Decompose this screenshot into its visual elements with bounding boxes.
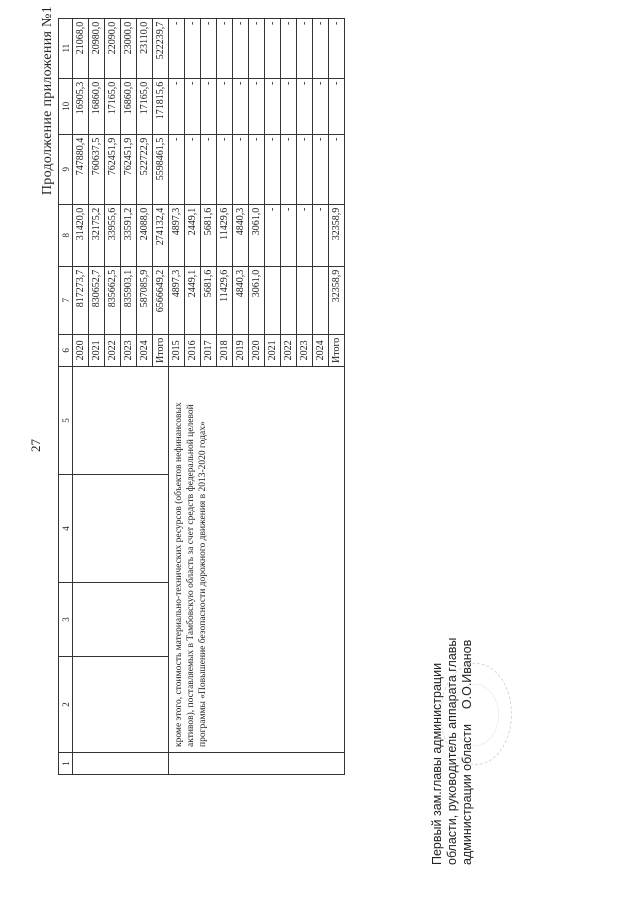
year-cell: 2020 — [73, 334, 89, 366]
year-cell: 2015 — [169, 334, 185, 366]
value-cell-c10: 16905,3 — [73, 78, 89, 134]
value-cell-c7: 817273,7 — [73, 266, 89, 334]
value-cell-c11: - — [265, 18, 281, 78]
value-cell-c10: 16860,0 — [121, 78, 137, 134]
year-cell: 2023 — [121, 334, 137, 366]
value-cell-c7: 11429,6 — [217, 266, 233, 334]
value-cell-c9: - — [185, 134, 201, 204]
value-cell-c11: - — [329, 18, 345, 78]
column-number-8: 8 — [59, 204, 73, 266]
value-cell-c11: 23110,0 — [137, 18, 153, 78]
value-cell-c8: 33591,2 — [121, 204, 137, 266]
budget-table — [58, 18, 345, 775]
value-cell-c7 — [297, 266, 313, 334]
year-cell: 2021 — [89, 334, 105, 366]
value-cell-c11: 22090,0 — [105, 18, 121, 78]
page-number: 27 — [28, 439, 43, 452]
value-cell-c10: 17165,0 — [137, 78, 153, 134]
empty-cell-col-1 — [169, 753, 345, 775]
value-cell-c10: - — [217, 78, 233, 134]
table-body — [73, 18, 345, 774]
value-cell-c8: 11429,6 — [217, 204, 233, 266]
value-cell-c7: 4840,3 — [233, 266, 249, 334]
column-number-6: 6 — [59, 334, 73, 366]
signature-line-3-text: администрации области — [460, 724, 474, 865]
value-cell-c10: - — [281, 78, 297, 134]
value-cell-c11: - — [313, 18, 329, 78]
empty-cell-col-2 — [73, 657, 169, 753]
value-cell-c8: 5681,6 — [201, 204, 217, 266]
value-cell-c8: 4897,3 — [169, 204, 185, 266]
value-cell-c9: - — [217, 134, 233, 204]
column-number-3: 3 — [59, 583, 73, 657]
signature-block — [430, 638, 475, 865]
value-cell-c10: - — [233, 78, 249, 134]
value-cell-c9: - — [169, 134, 185, 204]
value-cell-c8: 32358,9 — [329, 204, 345, 266]
value-cell-c7: 3061,0 — [249, 266, 265, 334]
value-cell-c9: 762451,9 — [121, 134, 137, 204]
value-cell-c11: - — [185, 18, 201, 78]
value-cell-c9: - — [281, 134, 297, 204]
value-cell-c7: 5681,6 — [201, 266, 217, 334]
year-cell: 2019 — [233, 334, 249, 366]
value-cell-c10: 171815,6 — [153, 78, 169, 134]
value-cell-c10: 17165,0 — [105, 78, 121, 134]
value-cell-c9: 747880,4 — [73, 134, 89, 204]
value-cell-c9: - — [265, 134, 281, 204]
value-cell-c9: - — [201, 134, 217, 204]
value-cell-c9: 522722,9 — [137, 134, 153, 204]
year-cell: 2016 — [185, 334, 201, 366]
appendix-title: Продолжение приложения №1 — [40, 6, 55, 196]
value-cell-c11: 21068,0 — [73, 18, 89, 78]
value-cell-c9: - — [313, 134, 329, 204]
column-number-2: 2 — [59, 657, 73, 753]
value-cell-c7: 6566649,2 — [153, 266, 169, 334]
year-cell: Итого — [153, 334, 169, 366]
value-cell-c8: 274132,4 — [153, 204, 169, 266]
value-cell-c7 — [281, 266, 297, 334]
value-cell-c8: 2449,1 — [185, 204, 201, 266]
year-cell: 2024 — [137, 334, 153, 366]
value-cell-c11: - — [281, 18, 297, 78]
value-cell-c11: 20980,0 — [89, 18, 105, 78]
value-cell-c9: 5598461,5 — [153, 134, 169, 204]
value-cell-c7: 835903,1 — [121, 266, 137, 334]
empty-cell-col-5 — [73, 367, 169, 475]
value-cell-c8: - — [313, 204, 329, 266]
value-cell-c8: 4840,3 — [233, 204, 249, 266]
value-cell-c10: - — [249, 78, 265, 134]
value-cell-c7: 4897,3 — [169, 266, 185, 334]
value-cell-c7: 835662,5 — [105, 266, 121, 334]
column-number-4: 4 — [59, 475, 73, 583]
value-cell-c10: - — [201, 78, 217, 134]
header-row — [59, 18, 73, 774]
year-cell: 2024 — [313, 334, 329, 366]
empty-cell-col-3 — [73, 583, 169, 657]
column-number-11: 11 — [59, 18, 73, 78]
value-cell-c9: - — [249, 134, 265, 204]
value-cell-c7: 587085,9 — [137, 266, 153, 334]
value-cell-c10: - — [169, 78, 185, 134]
value-cell-c7 — [265, 266, 281, 334]
year-cell: 2021 — [265, 334, 281, 366]
column-number-10: 10 — [59, 78, 73, 134]
value-cell-c10: - — [329, 78, 345, 134]
value-cell-c9: - — [297, 134, 313, 204]
column-number-9: 9 — [59, 134, 73, 204]
value-cell-c8: - — [281, 204, 297, 266]
empty-cell-col-4 — [73, 475, 169, 583]
row-description: кроме этого, стоимость материально-технических ресурсов (объектов нефинансовых активов), поставляемых в Тамбовскую область за счет средств федеральной целевой программы «Повышение безопасности дорожного движения в 2013-2020 годах» — [169, 367, 345, 753]
value-cell-c10: - — [297, 78, 313, 134]
year-cell: 2022 — [281, 334, 297, 366]
value-cell-c8: - — [265, 204, 281, 266]
value-cell-c11: - — [249, 18, 265, 78]
value-cell-c11: 522239,7 — [153, 18, 169, 78]
year-cell: 2022 — [105, 334, 121, 366]
value-cell-c9: - — [329, 134, 345, 204]
value-cell-c11: - — [297, 18, 313, 78]
value-cell-c11: - — [233, 18, 249, 78]
value-cell-c8: 33955,6 — [105, 204, 121, 266]
value-cell-c11: - — [217, 18, 233, 78]
value-cell-c8: 32175,2 — [89, 204, 105, 266]
value-cell-c7 — [313, 266, 329, 334]
year-cell: Итого — [329, 334, 345, 366]
signature-line-2: области, руководитель аппарата главы — [445, 637, 459, 865]
value-cell-c8: 3061,0 — [249, 204, 265, 266]
year-cell: 2023 — [297, 334, 313, 366]
value-cell-c10: - — [265, 78, 281, 134]
value-cell-c7: 830652,7 — [89, 266, 105, 334]
value-cell-c9: 760637,5 — [89, 134, 105, 204]
value-cell-c9: - — [233, 134, 249, 204]
year-cell: 2018 — [217, 334, 233, 366]
value-cell-c10: - — [313, 78, 329, 134]
value-cell-c11: - — [169, 18, 185, 78]
value-cell-c10: 16860,0 — [89, 78, 105, 134]
column-number-1: 1 — [59, 753, 73, 775]
value-cell-c8: 24088,0 — [137, 204, 153, 266]
empty-cell-col-1 — [73, 753, 169, 775]
value-cell-c8: - — [297, 204, 313, 266]
year-cell: 2017 — [201, 334, 217, 366]
signature-name: О.О.Иванов — [460, 639, 474, 710]
signature-line-1: Первый зам.главы администрации — [430, 662, 444, 865]
value-cell-c9: 762451,9 — [105, 134, 121, 204]
table-row — [73, 18, 89, 774]
table-row — [169, 18, 185, 774]
value-cell-c11: - — [201, 18, 217, 78]
value-cell-c10: - — [185, 78, 201, 134]
column-number-5: 5 — [59, 367, 73, 475]
value-cell-c8: 31420,0 — [73, 204, 89, 266]
value-cell-c11: 23000,0 — [121, 18, 137, 78]
value-cell-c7: 2449,1 — [185, 266, 201, 334]
value-cell-c7: 32358,9 — [329, 266, 345, 334]
column-number-7: 7 — [59, 266, 73, 334]
signature-line-3 — [460, 638, 475, 865]
year-cell: 2020 — [249, 334, 265, 366]
